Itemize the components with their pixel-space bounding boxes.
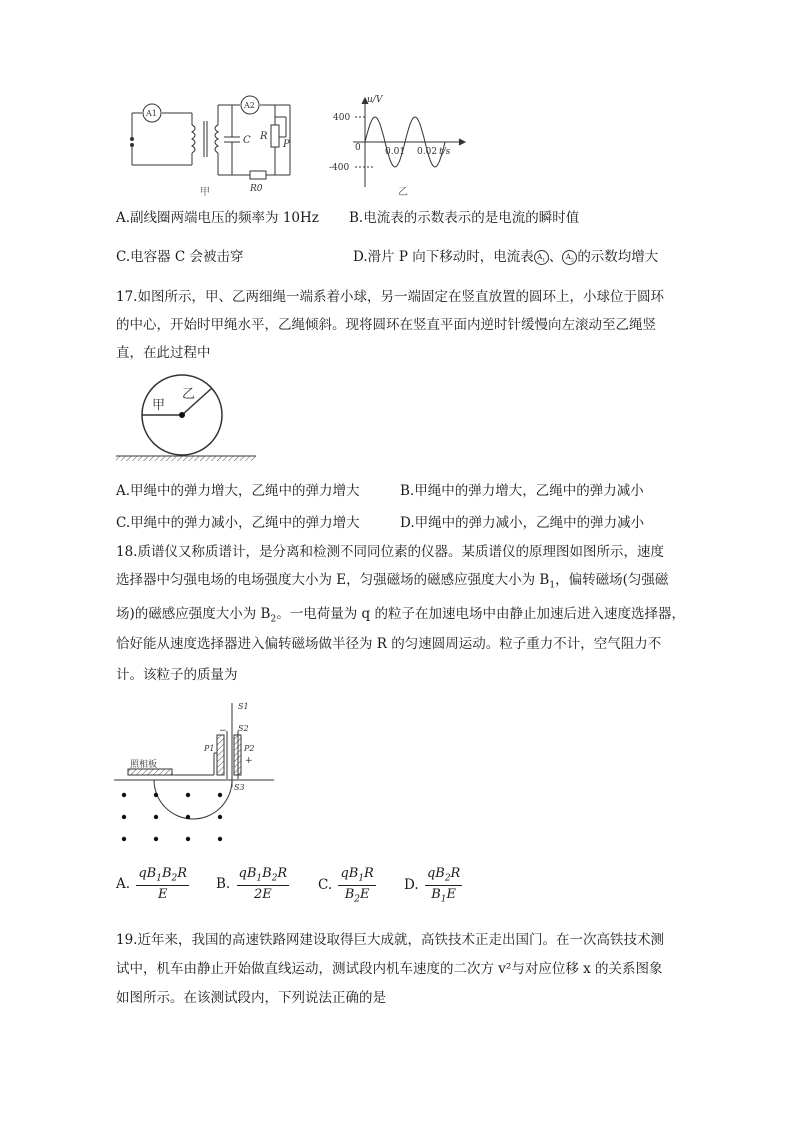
q16-option-c: C.电容器 C 会被击穿 (116, 249, 244, 265)
slit-s3-label: S3 (234, 783, 245, 792)
q18-b1-subscript: 1 (549, 580, 556, 591)
resistor-r0-label: R0 (250, 184, 263, 194)
q17-option-c: C.甲绳中的弹力减小，乙绳中的弹力增大 (116, 515, 360, 531)
graph-y-axis-label: u/V (367, 95, 383, 105)
q18-stem-line2-text-end: ，偏转磁场(匀强磁 (555, 572, 669, 588)
q18-option-b-denominator: 2E (253, 886, 272, 902)
graph-t-axis-label: t/s (439, 147, 451, 157)
photo-plate-label: 照相板 (130, 760, 158, 770)
q18-option-a-denominator: E (157, 886, 168, 902)
q19-stem-line3: 如图所示。在该测试段内，下列说法正确的是 (116, 990, 386, 1006)
slit-s2-label: S2 (238, 724, 249, 733)
field-dot (218, 837, 222, 841)
field-dot (154, 837, 158, 841)
graph-origin: 0 (355, 143, 361, 153)
q18-option-d-numerator: $qB_2R$ (426, 866, 461, 884)
mass-spectrometer-diagram (114, 695, 274, 850)
q17-stem-line1: 17.如图所示，甲、乙两细绳一端系着小球，另一端固定在竖直放置的圆环上，小球位于圆环 (116, 289, 664, 305)
q18-option-c-fraction (338, 866, 375, 904)
q17-option-b: B.甲绳中的弹力增大，乙绳中的弹力减小 (400, 483, 644, 499)
graph-y-max: 400 (333, 113, 351, 123)
q19-stem-line1: 19.近年来，我国的高速铁路网建设取得巨大成就，高铁技术正走出国门。在一次高铁技术测 (116, 932, 664, 948)
plate-plus-sign: + (245, 756, 253, 766)
field-dot (186, 793, 190, 797)
q18-stem-line3 (116, 602, 685, 625)
q18-option-c (318, 866, 376, 904)
field-dot (186, 837, 190, 841)
circuit-diagram (120, 95, 310, 195)
q18-option-d (404, 866, 462, 904)
plate-minus-sign: − (219, 726, 227, 736)
voltage-graph (325, 92, 475, 192)
capacitor-label: C (243, 135, 251, 146)
q18-option-c-denominator: $B_2E$ (344, 886, 370, 905)
q18-option-a (116, 866, 189, 902)
q18-stem-line3-text: 场)的磁感应强度大小为 B (116, 606, 271, 622)
figure-label-yi: 乙 (398, 187, 408, 198)
q18-b2-subscript: 2 (270, 614, 277, 625)
q18-stem-line4: 恰好能从速度选择器进入偏转磁场做半径为 R 的匀速圆周运动。粒子重力不计，空气阻力不 (116, 636, 662, 652)
field-dot (154, 793, 158, 797)
ammeter-a2-icon: $A_2$ (562, 250, 577, 265)
ring-diagram (114, 360, 259, 465)
q18-option-d-label: D. (404, 877, 419, 894)
resistor-r-label: R (260, 131, 268, 142)
graph-t2: 0.02 (417, 147, 438, 157)
q18-option-c-label: C. (318, 877, 333, 894)
slit-s1-label: S1 (238, 702, 249, 711)
q18-stem-line2-text: 选择器中匀强电场的电场强度大小为 E，匀强磁场的磁感应强度大小为 B (116, 572, 550, 588)
ammeter-a1-label: A1 (146, 109, 157, 118)
q16-option-d-sep: 、 (548, 249, 563, 265)
q18-option-d-denominator: $B_1E$ (431, 886, 457, 905)
slider-p-label: P (283, 139, 290, 150)
q16-option-b: B.电流表的示数表示的是电流的瞬时值 (349, 210, 580, 226)
field-dot (122, 837, 126, 841)
q18-option-b-fraction (237, 866, 290, 902)
q18-option-b-numerator: $qB_1B_2R$ (238, 866, 288, 884)
q17-stem-line3: 直，在此过程中 (116, 345, 211, 361)
q16-option-d-text-end: 的示数均增大 (577, 249, 659, 265)
plate-p2-label: P2 (244, 744, 255, 753)
field-dot (154, 815, 158, 819)
field-dot (186, 815, 190, 819)
q18-option-a-numerator: $qB_1B_2R$ (138, 866, 188, 884)
q16-option-a: A.副线圈两端电压的频率为 10Hz (116, 210, 319, 226)
plate-p1-label: P1 (204, 744, 215, 753)
q18-option-c-numerator: $qB_1R$ (340, 866, 374, 884)
field-dot (122, 815, 126, 819)
q16-option-d (353, 245, 658, 265)
graph-y-min: -400 (329, 163, 350, 173)
figure-label-jia: 甲 (200, 187, 210, 198)
ring-rope-yi-label: 乙 (182, 387, 196, 402)
graph-t1: 0.01 (385, 147, 406, 157)
q17-option-a: A.甲绳中的弹力增大，乙绳中的弹力增大 (116, 483, 360, 499)
q17-option-d: D.甲绳中的弹力减小，乙绳中的弹力减小 (400, 515, 645, 531)
q18-stem-line2 (116, 568, 668, 591)
q19-stem-line2: 试中，机车由静止开始做直线运动，测试段内机车速度的二次方 v²与对应位移 x 的关系图象 (116, 961, 663, 977)
q16-option-d-text: D.滑片 P 向下移动时，电流表 (353, 249, 534, 265)
q17-stem-line2: 的中心，开始时甲绳水平，乙绳倾斜。现将圆环在竖直平面内逆时针缓慢向左滚动至乙绳竖 (116, 317, 656, 333)
q18-option-a-fraction (136, 866, 189, 902)
ammeter-a1-icon: $A_1$ (534, 250, 549, 265)
q18-stem-line3-text-end: 。一电荷量为 q 的粒子在加速电场中由静止加速后进入速度选择器， (276, 606, 685, 622)
q18-stem-line5: 计。该粒子的质量为 (116, 667, 238, 683)
q18-option-b (216, 866, 289, 902)
ring-rope-jia-label: 甲 (152, 398, 166, 413)
field-dot (122, 793, 126, 797)
ammeter-a2-label: A2 (244, 101, 255, 110)
q18-option-b-label: B. (216, 875, 231, 892)
field-dot (218, 815, 222, 819)
q18-option-a-label: A. (116, 875, 131, 892)
field-dot (218, 793, 222, 797)
q18-option-d-fraction (425, 866, 462, 904)
q18-stem-line1: 18.质谱仪又称质谱计，是分离和检测不同同位素的仪器。某质谱仪的原理图如图所示，速度 (116, 544, 664, 560)
